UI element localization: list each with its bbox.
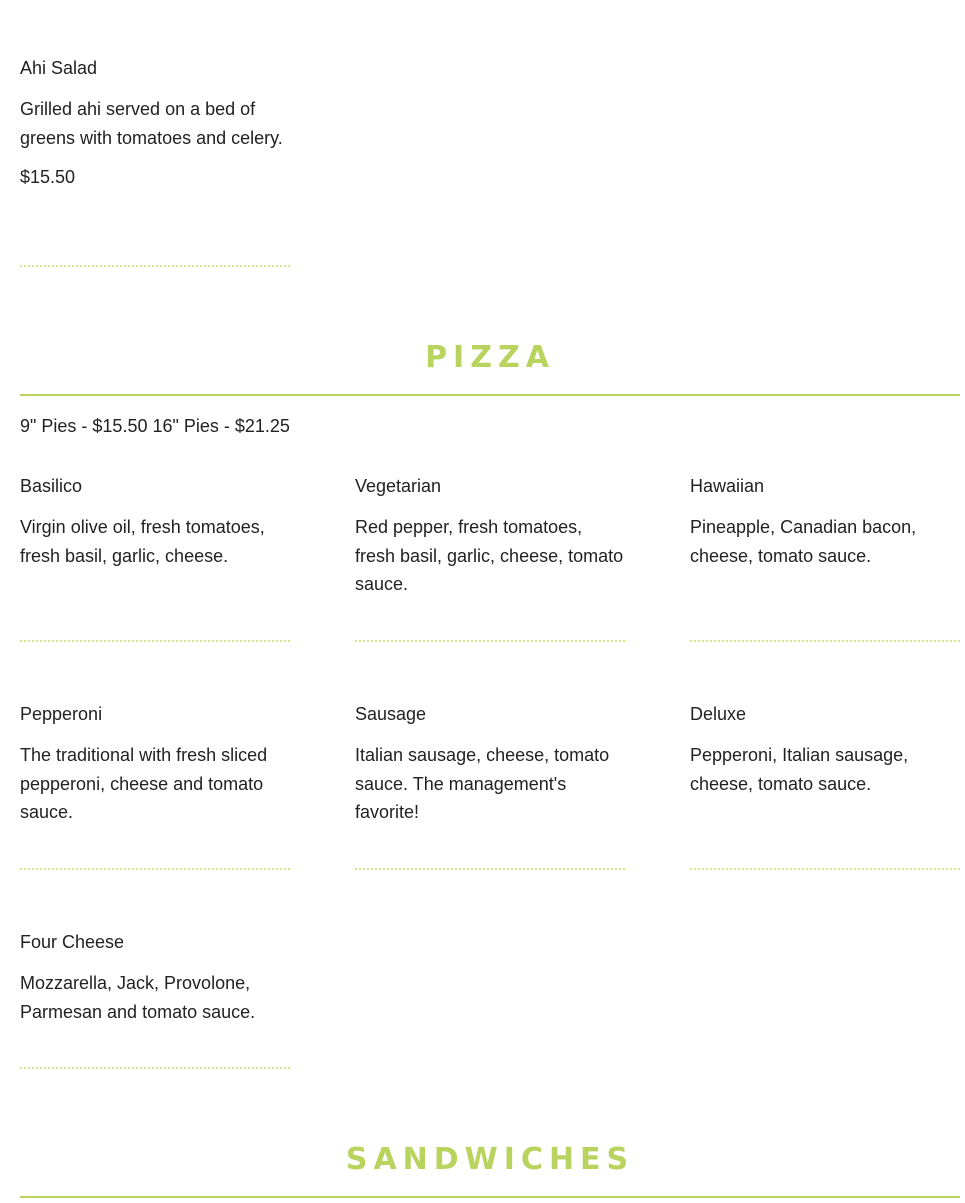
menu-item-name: Sausage	[355, 704, 427, 724]
item-divider	[355, 640, 625, 642]
menu-item-name: Deluxe	[690, 704, 747, 724]
menu-item-name: Vegetarian	[355, 476, 442, 496]
menu-item-description: Pineapple, Canadian bacon, cheese, tomato sauce.	[690, 517, 917, 566]
menu-item-description: Red pepper, fresh tomatoes, fresh basil, garlic, cheese, tomato sauce.	[355, 517, 624, 594]
menu-item-name: Basilico	[20, 476, 83, 496]
menu-item-four-cheese	[20, 931, 290, 1026]
menu-item-hawaiian	[690, 475, 960, 570]
menu-item-name: Ahi Salad	[20, 58, 98, 78]
section-title-pizza: PIZZA	[425, 340, 555, 375]
menu-item-description: The traditional with fresh sliced pepperoni, cheese and tomato sauce.	[20, 745, 268, 822]
menu-item-basilico	[20, 475, 290, 570]
menu-item-name: Four Cheese	[20, 932, 125, 952]
item-divider	[690, 868, 960, 870]
menu-item-name: Hawaiian	[690, 476, 765, 496]
item-divider	[355, 868, 625, 870]
section-title-sandwiches: SANDWICHES	[345, 1142, 635, 1177]
item-divider	[690, 640, 960, 642]
menu-item-pepperoni	[20, 703, 290, 827]
menu-item-name: Pepperoni	[20, 704, 103, 724]
item-divider	[20, 265, 290, 267]
menu-item-sausage	[355, 703, 625, 827]
section-rule	[20, 1196, 960, 1198]
menu-item-vegetarian	[355, 475, 625, 599]
menu-item-description: Grilled ahi served on a bed of greens with tomatoes and celery.	[20, 99, 283, 148]
menu-item-description: Italian sausage, cheese, tomato sauce. The management's favorite!	[355, 745, 610, 822]
section-rule	[20, 394, 960, 396]
item-divider	[20, 1067, 290, 1069]
menu-item-price: $15.50	[20, 167, 76, 187]
menu-item-description: Mozzarella, Jack, Provolone, Parmesan and tomato sauce.	[20, 973, 256, 1022]
pizza-pricing-note: 9" Pies - $15.50 16" Pies - $21.25	[20, 416, 290, 436]
item-divider	[20, 640, 290, 642]
menu-item-deluxe	[690, 703, 960, 798]
item-divider	[20, 868, 290, 870]
menu-item-description: Virgin olive oil, fresh tomatoes, fresh basil, garlic, cheese.	[20, 517, 265, 566]
menu-item-description: Pepperoni, Italian sausage, cheese, tomato sauce.	[690, 745, 909, 794]
menu-item-ahi-salad	[20, 57, 290, 188]
